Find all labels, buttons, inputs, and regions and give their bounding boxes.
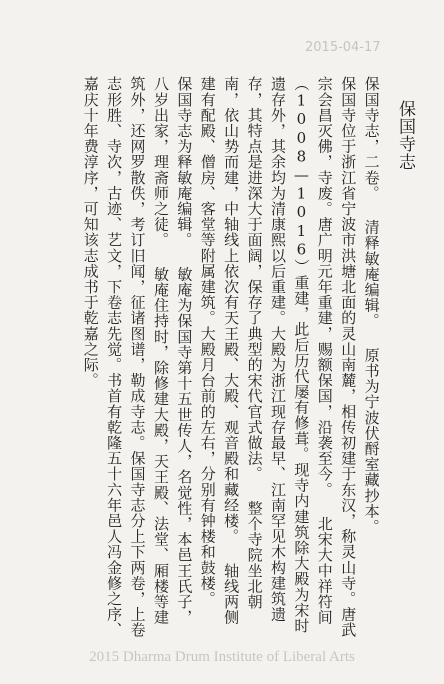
page-title: 保国寺志	[395, 100, 415, 171]
vertical-text-body	[12, 56, 416, 640]
paragraph-3: 保国寺志为释敏庵编辑。 敏庵为保国寺第十五世传人，名觉性，本邑王氏子，八岁出家，理斋师之徒。 敏庵住持时，除修建大殿，天王殿、法堂、厢楼等建筑外，还网罗散佚，考订旧闻，征诸图谱，勒成寺志。保国寺志分上下两卷，上卷志形胜、寺次，古迹、艺文，下卷志先觉。书首有乾隆五十六年邑人冯金修之序、嘉庆十年费淳序，可知该志成书于乾嘉之际。	[81, 76, 194, 638]
paragraph-2: 保国寺位于浙江省宁波市洪塘北面的灵山南麓，相传初建于东汉，称灵山寺。唐武宗会昌灭佛，寺废。唐广明元年重建，赐额保国，沿袭至今。 北宋大中祥符间（1008—1016）重建，此后历代屡有修葺。现寺内建筑除大殿为宋时遗存外，其余均为清康熙以后重建。大殿为浙江现存最早、江南罕见木构建筑遗存，其特点是进深大于面阔，保存了典型的宋代官式做法。 整个寺院坐北朝南，依山势而建，中轴线上依次有天王殿、大殿、观音殿和藏经楼。 轴线两侧建有配殿、僧房、客堂等附属建筑。大殿月台前的左右，分别有钟楼和鼓楼。	[198, 76, 358, 638]
paragraph-1: 保国寺志，二卷。 清释敏庵编辑。 原书为宁波伏酹室藏抄本。	[362, 76, 381, 535]
watermark-footer: 2015 Dharma Drum Institute of Liberal Arts	[89, 649, 355, 665]
watermark-date: 2015-04-17	[305, 40, 381, 55]
